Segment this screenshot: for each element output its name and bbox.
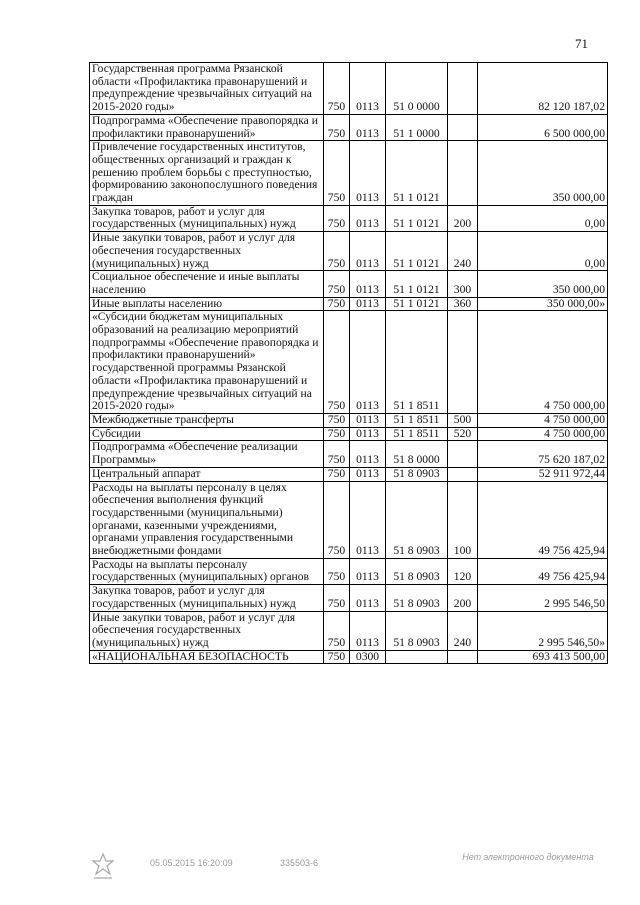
row-amount: 2 995 546,50 (478, 585, 608, 611)
table-row (90, 141, 608, 206)
row-target-code: 51 0 0000 (386, 63, 448, 115)
row-ministry-code: 750 (324, 63, 350, 115)
row-ministry-code: 750 (324, 297, 350, 311)
table-row (90, 114, 608, 140)
row-section-code: 0113 (350, 585, 386, 611)
row-name: Государственная программа Рязанской области «Профилактика правонарушений и предупреждение чрезвычайных ситуаций на 2015-2020 годы» (90, 63, 324, 115)
row-amount: 4 750 000,00 (478, 413, 608, 427)
row-amount: 350 000,00 (478, 271, 608, 297)
budget-table (89, 62, 608, 664)
row-expense-code: 200 (448, 585, 478, 611)
row-amount: 693 413 500,00 (478, 650, 608, 664)
row-target-code: 51 1 0000 (386, 114, 448, 140)
table-row (90, 232, 608, 271)
row-amount: 49 756 425,94 (478, 481, 608, 558)
row-name: Иные выплаты населению (90, 297, 324, 311)
row-name: Межбюджетные трансферты (90, 413, 324, 427)
row-target-code: 51 8 0903 (386, 558, 448, 584)
row-expense-code (448, 141, 478, 206)
row-target-code: 51 1 8511 (386, 427, 448, 441)
row-amount: 350 000,00 (478, 141, 608, 206)
table-row (90, 205, 608, 231)
table-row (90, 481, 608, 558)
row-name: Субсидии (90, 427, 324, 441)
row-section-code: 0113 (350, 467, 386, 481)
row-expense-code (448, 63, 478, 115)
table-row (90, 63, 608, 115)
row-name: «Субсидии бюджетам муниципальных образований на реализацию мероприятий подпрограммы «Обеспечение правопорядка и профилактики правонарушений» государственной программы Рязанской области «Профилактика правонарушений и предупреждение чрезвычайных ситуаций на 2015-2020 годы» (90, 311, 324, 414)
footer-note: Нет электронного документа (462, 852, 594, 862)
row-name: Центральный аппарат (90, 467, 324, 481)
row-ministry-code: 750 (324, 232, 350, 271)
row-amount: 49 756 425,94 (478, 558, 608, 584)
row-ministry-code: 750 (324, 311, 350, 414)
row-expense-code: 520 (448, 427, 478, 441)
row-name: Закупка товаров, работ и услуг для государственных (муниципальных) нужд (90, 585, 324, 611)
row-target-code: 51 1 0121 (386, 205, 448, 231)
table-row (90, 650, 608, 664)
table-row (90, 441, 608, 467)
row-expense-code: 200 (448, 205, 478, 231)
row-section-code: 0113 (350, 413, 386, 427)
row-section-code: 0113 (350, 481, 386, 558)
row-amount: 4 750 000,00 (478, 427, 608, 441)
row-ministry-code: 750 (324, 481, 350, 558)
row-amount: 2 995 546,50» (478, 611, 608, 650)
row-target-code: 51 1 0121 (386, 271, 448, 297)
row-target-code: 51 8 0903 (386, 467, 448, 481)
table-row (90, 585, 608, 611)
row-target-code: 51 1 8511 (386, 311, 448, 414)
row-expense-code: 360 (448, 297, 478, 311)
row-target-code: 51 1 8511 (386, 413, 448, 427)
document-footer (90, 852, 620, 892)
row-expense-code: 300 (448, 271, 478, 297)
row-ministry-code: 750 (324, 611, 350, 650)
table-row (90, 427, 608, 441)
table-row (90, 611, 608, 650)
row-ministry-code: 750 (324, 271, 350, 297)
row-section-code: 0113 (350, 205, 386, 231)
row-target-code: 51 8 0903 (386, 481, 448, 558)
footer-code: 335503-6 (280, 858, 319, 868)
row-amount: 350 000,00» (478, 297, 608, 311)
row-amount: 52 911 972,44 (478, 467, 608, 481)
row-section-code: 0113 (350, 427, 386, 441)
table-row (90, 297, 608, 311)
row-ministry-code: 750 (324, 585, 350, 611)
table-row (90, 271, 608, 297)
row-amount: 0,00 (478, 232, 608, 271)
row-section-code: 0113 (350, 141, 386, 206)
row-ministry-code: 750 (324, 413, 350, 427)
row-target-code: 51 1 0121 (386, 297, 448, 311)
row-section-code: 0113 (350, 441, 386, 467)
budget-table-body (90, 63, 608, 664)
row-expense-code: 500 (448, 413, 478, 427)
row-ministry-code: 750 (324, 441, 350, 467)
row-ministry-code: 750 (324, 141, 350, 206)
row-target-code: 51 1 0121 (386, 232, 448, 271)
row-target-code: 51 8 0000 (386, 441, 448, 467)
row-section-code: 0113 (350, 63, 386, 115)
row-name: Социальное обеспечение и иные выплаты населению (90, 271, 324, 297)
row-expense-code: 240 (448, 232, 478, 271)
row-name: Подпрограмма «Обеспечение реализации Программы» (90, 441, 324, 467)
row-ministry-code: 750 (324, 467, 350, 481)
row-amount: 75 620 187,02 (478, 441, 608, 467)
row-expense-code (448, 311, 478, 414)
table-row (90, 413, 608, 427)
row-name: «НАЦИОНАЛЬНАЯ БЕЗОПАСНОСТЬ (90, 650, 324, 664)
table-row (90, 467, 608, 481)
row-ministry-code: 750 (324, 205, 350, 231)
row-section-code: 0113 (350, 311, 386, 414)
row-target-code (386, 650, 448, 664)
row-ministry-code: 750 (324, 558, 350, 584)
row-section-code: 0113 (350, 297, 386, 311)
row-amount: 0,00 (478, 205, 608, 231)
row-name: Закупка товаров, работ и услуг для государственных (муниципальных) нужд (90, 205, 324, 231)
row-target-code: 51 8 0903 (386, 611, 448, 650)
row-expense-code: 100 (448, 481, 478, 558)
row-name: Привлечение государственных институтов, общественных организаций и граждан к решению проблем борьбы с преступностью, формированию законопослушного поведения граждан (90, 141, 324, 206)
row-expense-code: 240 (448, 611, 478, 650)
row-expense-code (448, 114, 478, 140)
row-name: Расходы на выплаты персоналу государственных (муниципальных) органов (90, 558, 324, 584)
row-section-code: 0113 (350, 232, 386, 271)
row-name: Расходы на выплаты персоналу в целях обеспечения выполнения функций государственными (муниципальными) органами, казенными учреждениями, органами управления государственными внебюджетными фондами (90, 481, 324, 558)
table-row (90, 311, 608, 414)
row-section-code: 0113 (350, 271, 386, 297)
row-expense-code (448, 441, 478, 467)
row-target-code: 51 8 0903 (386, 585, 448, 611)
row-section-code: 0300 (350, 650, 386, 664)
row-expense-code (448, 650, 478, 664)
row-ministry-code: 750 (324, 114, 350, 140)
stamp-icon (90, 852, 116, 884)
page-number: 71 (575, 36, 588, 51)
row-section-code: 0113 (350, 611, 386, 650)
row-amount: 4 750 000,00 (478, 311, 608, 414)
row-section-code: 0113 (350, 558, 386, 584)
table-row (90, 558, 608, 584)
row-expense-code: 120 (448, 558, 478, 584)
row-ministry-code: 750 (324, 427, 350, 441)
row-ministry-code: 750 (324, 650, 350, 664)
row-section-code: 0113 (350, 114, 386, 140)
row-amount: 6 500 000,00 (478, 114, 608, 140)
row-target-code: 51 1 0121 (386, 141, 448, 206)
row-expense-code (448, 467, 478, 481)
row-name: Иные закупки товаров, работ и услуг для обеспечения государственных (муниципальных) нужд (90, 232, 324, 271)
row-name: Подпрограмма «Обеспечение правопорядка и профилактики правонарушений» (90, 114, 324, 140)
row-amount: 82 120 187,02 (478, 63, 608, 115)
row-name: Иные закупки товаров, работ и услуг для обеспечения государственных (муниципальных) нужд (90, 611, 324, 650)
footer-date: 05.05.2015 16:20:09 (150, 858, 233, 868)
